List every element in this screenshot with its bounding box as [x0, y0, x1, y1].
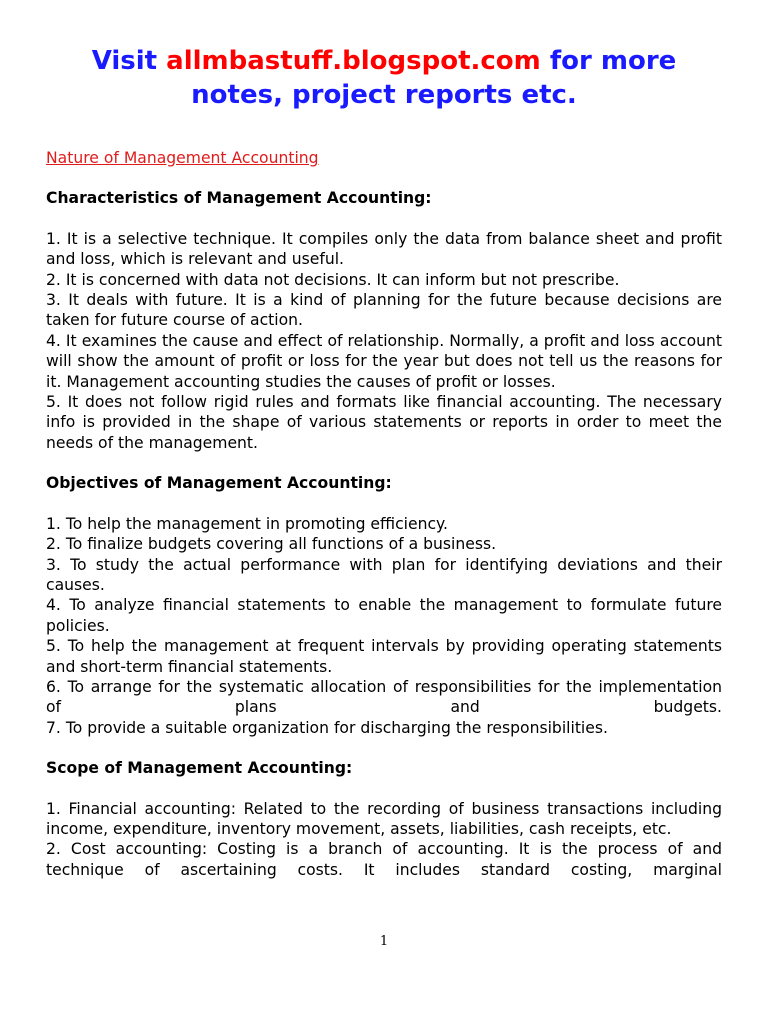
- list-item: 2. It is concerned with data not decisions. It can inform but not prescribe.: [46, 270, 620, 289]
- list-item: 4. It examines the cause and effect of relationship. Normally, a profit and loss account will show the amount of profit or loss for the year but does not tell us the reasons for it. Management accounting studies the causes of profit or losses.: [46, 331, 722, 391]
- list-item: 3. It deals with future. It is a kind of planning for the future because decisions are taken for future course of action.: [46, 291, 722, 330]
- banner-line-1: [20, 44, 748, 78]
- characteristics-list: [46, 229, 722, 453]
- list-item: 4. To analyze financial statements to enable the management to formulate future policies.: [46, 596, 722, 635]
- list-item: 3. To study the actual performance with plan for identifying deviations and their causes.: [46, 555, 722, 594]
- objectives-list: [46, 514, 722, 738]
- section-heading-characteristics: Characteristics of Management Accounting:: [46, 189, 432, 208]
- list-item: 7. To provide a suitable organization for discharging the responsibilities.: [46, 718, 608, 737]
- list-item: 1. It is a selective technique. It compiles only the data from balance sheet and profit and loss, which is relevant and useful.: [46, 229, 722, 269]
- banner-visit-text: Visit: [91, 46, 158, 76]
- scope-list: [46, 799, 722, 881]
- list-item: 5. To help the management at frequent intervals by providing operating statements and short-term financial statements.: [46, 637, 722, 676]
- page-number: 1: [379, 934, 389, 949]
- banner-line-2: notes, project reports etc.: [191, 80, 577, 110]
- section-heading-objectives: Objectives of Management Accounting:: [46, 474, 392, 493]
- list-item: 1. To help the management in promoting efficiency.: [46, 514, 449, 533]
- list-item: 2. Cost accounting: Costing is a branch of accounting. It is the process of and technique of ascertaining costs. It includes standard costing, marginal: [46, 840, 722, 879]
- banner-site-link[interactable]: allmbastuff.blogspot.com: [166, 46, 541, 76]
- promo-banner: [20, 44, 748, 112]
- list-item: 5. It does not follow rigid rules and formats like financial accounting. The necessary info is provided in the shape of various statements or reports in order to meet the needs of the management.: [46, 393, 722, 452]
- banner-rest-text: for more: [549, 46, 677, 76]
- document-body: [46, 148, 722, 880]
- list-item: 1. Financial accounting: Related to the recording of business transactions including income, expenditure, inventory movement, assets, liabilities, cash receipts, etc.: [46, 799, 722, 838]
- list-item: 2. To finalize budgets covering all functions of a business.: [46, 535, 497, 554]
- document-title: Nature of Management Accounting: [46, 149, 319, 167]
- section-heading-scope: Scope of Management Accounting:: [46, 759, 353, 778]
- list-item: 6. To arrange for the systematic allocation of responsibilities for the implementation of plans and budgets.: [46, 677, 722, 717]
